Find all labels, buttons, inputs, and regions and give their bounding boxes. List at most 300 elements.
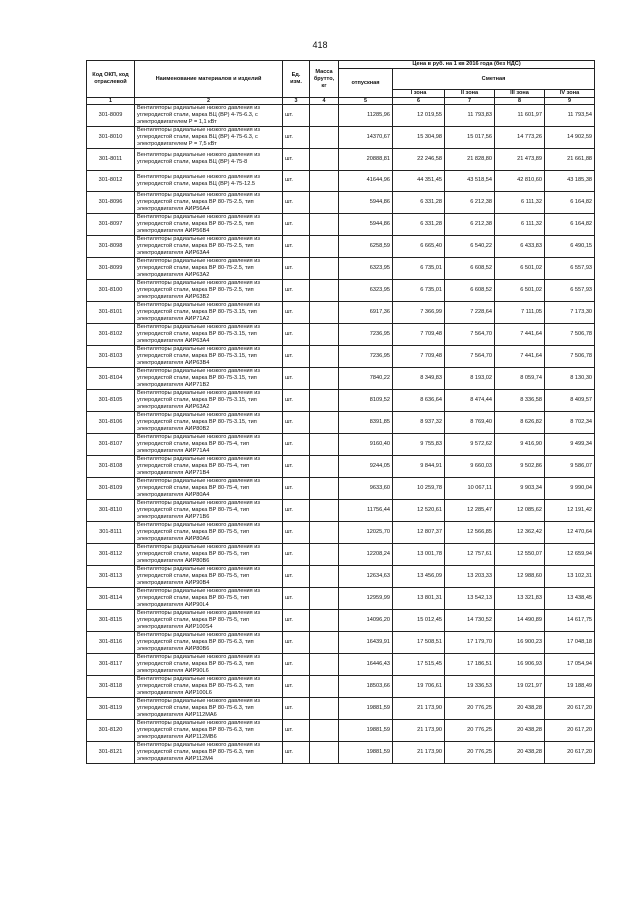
row-wholesale-price: 16446,43 [339,654,393,676]
row-zone-1-price: 12 807,37 [393,522,445,544]
row-code: 301-8107 [87,434,135,456]
row-zone-4-price: 13 102,31 [545,566,595,588]
row-code: 301-8012 [87,170,135,192]
row-zone-1-price: 8 937,32 [393,412,445,434]
row-name: Вентиляторы радиальные низкого давления из углеродистой стали, марка ВР 80-75-6.3, тип электродвигателя АИР112МА6 [135,698,283,720]
row-zone-2-price: 13 542,13 [445,588,495,610]
row-zone-3-price: 16 906,93 [495,654,545,676]
row-zone-3-price: 8 336,58 [495,390,545,412]
row-zone-4-price: 8 130,30 [545,368,595,390]
column-number: 4 [310,98,339,105]
row-unit: шт. [283,500,310,522]
row-mass [310,610,339,632]
row-wholesale-price: 20888,81 [339,149,393,171]
row-zone-3-price: 9 903,34 [495,478,545,500]
row-mass [310,346,339,368]
row-name: Вентиляторы радиальные низкого давления из углеродистой стали, марка ВР 80-75-2.5, тип электродвигателя АИР63А4 [135,236,283,258]
row-zone-4-price: 13 438,45 [545,588,595,610]
row-zone-3-price: 20 438,28 [495,720,545,742]
row-wholesale-price: 9244,05 [339,456,393,478]
row-unit: шт. [283,346,310,368]
column-number: 8 [495,98,545,105]
row-zone-1-price: 17 508,51 [393,632,445,654]
row-zone-1-price: 8 636,64 [393,390,445,412]
row-zone-3-price: 6 501,02 [495,280,545,302]
row-zone-4-price: 20 617,20 [545,742,595,764]
row-mass [310,632,339,654]
row-mass [310,676,339,698]
row-code: 301-8100 [87,280,135,302]
table-row [87,676,595,698]
row-zone-2-price: 11 793,83 [445,105,495,127]
table-row [87,192,595,214]
row-mass [310,390,339,412]
row-unit: шт. [283,192,310,214]
row-zone-3-price: 14 490,89 [495,610,545,632]
header-estimate: Сметная [393,69,595,90]
row-mass [310,170,339,192]
header-zone-1: I зона [393,90,445,98]
row-zone-2-price: 17 186,51 [445,654,495,676]
row-unit: шт. [283,105,310,127]
table-row [87,456,595,478]
row-zone-4-price: 17 048,18 [545,632,595,654]
column-number: 3 [283,98,310,105]
header-zone-3: III зона [495,90,545,98]
row-zone-1-price: 21 173,90 [393,698,445,720]
table-row [87,390,595,412]
row-code: 301-8118 [87,676,135,698]
column-number: 7 [445,98,495,105]
row-zone-2-price: 7 228,64 [445,302,495,324]
header-zone-4: IV зона [545,90,595,98]
row-zone-2-price: 21 828,80 [445,149,495,171]
table-row [87,149,595,171]
row-zone-4-price: 9 499,34 [545,434,595,456]
row-mass [310,105,339,127]
row-mass [310,214,339,236]
row-zone-3-price: 20 438,28 [495,742,545,764]
table-row [87,500,595,522]
row-unit: шт. [283,676,310,698]
header-name: Наименование материалов и изделий [135,61,283,98]
row-wholesale-price: 19881,59 [339,742,393,764]
row-zone-4-price: 6 557,93 [545,280,595,302]
row-zone-3-price: 9 416,90 [495,434,545,456]
row-zone-4-price: 8 409,57 [545,390,595,412]
row-name: Вентиляторы радиальные низкого давления из углеродистой стали, марка ВР 80-75-2.5, тип электродвигателя АИР63А2 [135,258,283,280]
column-number-row [87,98,595,105]
table-row [87,522,595,544]
row-zone-2-price: 14 730,52 [445,610,495,632]
row-unit: шт. [283,324,310,346]
row-wholesale-price: 11756,44 [339,500,393,522]
row-zone-1-price: 6 735,01 [393,258,445,280]
row-mass [310,478,339,500]
row-wholesale-price: 41644,96 [339,170,393,192]
row-unit: шт. [283,720,310,742]
row-wholesale-price: 16439,91 [339,632,393,654]
row-zone-3-price: 14 773,26 [495,127,545,149]
row-wholesale-price: 12208,24 [339,544,393,566]
page-number: 418 [312,40,328,50]
row-name: Вентиляторы радиальные низкого давления из углеродистой стали, марка ВР 80-75-3.15, тип электродвигателя АИР71А2 [135,302,283,324]
table-row [87,434,595,456]
row-zone-1-price: 6 735,01 [393,280,445,302]
row-wholesale-price: 11285,96 [339,105,393,127]
row-code: 301-8102 [87,324,135,346]
row-name: Вентиляторы радиальные низкого давления из углеродистой стали, марка ВР 80-75-3.15, тип электродвигателя АИР63А2 [135,390,283,412]
row-mass [310,456,339,478]
row-wholesale-price: 14370,67 [339,127,393,149]
row-code: 301-8109 [87,478,135,500]
row-name: Вентиляторы радиальные низкого давления из углеродистой стали, марка ВЦ (ВР) 4-75-6.3, с электродвигателем Р = 7,5 кВт [135,127,283,149]
row-mass [310,544,339,566]
table-body [87,105,595,764]
row-mass [310,434,339,456]
price-table [86,60,595,764]
table-row [87,346,595,368]
row-name: Вентиляторы радиальные низкого давления из углеродистой стали, марка ВР 80-75-2.5, тип электродвигателя АИР63В2 [135,280,283,302]
row-name: Вентиляторы радиальные низкого давления из углеродистой стали, марка ВЦ (ВР) 4-75-12.5 [135,170,283,192]
row-zone-2-price: 20 776,25 [445,742,495,764]
row-zone-2-price: 6 608,52 [445,280,495,302]
row-code: 301-8096 [87,192,135,214]
row-mass [310,500,339,522]
row-name: Вентиляторы радиальные низкого давления из углеродистой стали, марка ВР 80-75-5, тип электродвигателя АИР80В6 [135,544,283,566]
table-row [87,654,595,676]
row-zone-1-price: 13 001,78 [393,544,445,566]
row-mass [310,324,339,346]
row-code: 301-8097 [87,214,135,236]
row-zone-1-price: 7 709,48 [393,346,445,368]
row-zone-2-price: 20 776,25 [445,720,495,742]
row-code: 301-8010 [87,127,135,149]
row-mass [310,720,339,742]
row-name: Вентиляторы радиальные низкого давления из углеродистой стали, марка ВР 80-75-4, тип электродвигателя АИР71А4 [135,434,283,456]
row-zone-2-price: 10 067,11 [445,478,495,500]
row-code: 301-8103 [87,346,135,368]
row-zone-4-price: 12 659,94 [545,544,595,566]
row-mass [310,522,339,544]
table-row [87,632,595,654]
row-code: 301-8098 [87,236,135,258]
row-wholesale-price: 5944,86 [339,214,393,236]
row-wholesale-price: 19881,59 [339,698,393,720]
row-zone-4-price: 9 586,07 [545,456,595,478]
row-unit: шт. [283,522,310,544]
row-unit: шт. [283,544,310,566]
row-zone-2-price: 6 540,22 [445,236,495,258]
row-code: 301-8112 [87,544,135,566]
row-unit: шт. [283,214,310,236]
row-name: Вентиляторы радиальные низкого давления из углеродистой стали, марка ВР 80-75-6.3, тип электродвигателя АИР112М4 [135,742,283,764]
row-zone-1-price: 6 331,28 [393,214,445,236]
row-unit: шт. [283,632,310,654]
row-wholesale-price: 6258,59 [339,236,393,258]
row-code: 301-8114 [87,588,135,610]
row-zone-2-price: 19 336,53 [445,676,495,698]
row-code: 301-8105 [87,390,135,412]
row-zone-4-price: 12 470,64 [545,522,595,544]
row-zone-2-price: 7 564,70 [445,346,495,368]
row-zone-1-price: 7 709,48 [393,324,445,346]
row-zone-2-price: 7 564,70 [445,324,495,346]
row-code: 301-8119 [87,698,135,720]
row-zone-2-price: 12 757,61 [445,544,495,566]
row-unit: шт. [283,280,310,302]
row-zone-2-price: 6 608,52 [445,258,495,280]
row-zone-1-price: 9 755,83 [393,434,445,456]
table-row [87,170,595,192]
column-number: 5 [339,98,393,105]
row-zone-4-price: 14 617,75 [545,610,595,632]
row-code: 301-8106 [87,412,135,434]
row-zone-1-price: 7 366,99 [393,302,445,324]
row-wholesale-price: 12959,99 [339,588,393,610]
row-zone-3-price: 7 111,05 [495,302,545,324]
table-row [87,566,595,588]
table-row [87,412,595,434]
row-zone-3-price: 6 501,02 [495,258,545,280]
header-mass: Масса брутто, кг [310,61,339,98]
row-code: 301-8104 [87,368,135,390]
row-wholesale-price: 5944,86 [339,192,393,214]
table-row [87,478,595,500]
row-unit: шт. [283,368,310,390]
row-zone-4-price: 9 990,04 [545,478,595,500]
row-zone-1-price: 21 173,90 [393,742,445,764]
row-zone-4-price: 7 506,78 [545,346,595,368]
row-zone-1-price: 21 173,90 [393,720,445,742]
row-code: 301-8101 [87,302,135,324]
row-name: Вентиляторы радиальные низкого давления из углеродистой стали, марка ВР 80-75-6.3, тип электродвигателя АИР112МВ6 [135,720,283,742]
row-wholesale-price: 6917,36 [339,302,393,324]
row-zone-1-price: 6 665,40 [393,236,445,258]
row-zone-3-price: 6 111,32 [495,214,545,236]
row-code: 301-8113 [87,566,135,588]
row-zone-2-price: 6 212,38 [445,214,495,236]
row-zone-4-price: 17 054,94 [545,654,595,676]
header-code: Код ОКП, код отраслевой [87,61,135,98]
row-unit: шт. [283,610,310,632]
row-unit: шт. [283,302,310,324]
row-name: Вентиляторы радиальные низкого давления из углеродистой стали, марка ВЦ (ВР) 4-75-8 [135,149,283,171]
row-zone-4-price: 20 617,20 [545,720,595,742]
row-code: 301-8108 [87,456,135,478]
row-mass [310,236,339,258]
row-zone-4-price: 43 185,38 [545,170,595,192]
header-wholesale: отпускная [339,69,393,98]
row-zone-4-price: 7 173,30 [545,302,595,324]
row-zone-4-price: 8 702,34 [545,412,595,434]
row-name: Вентиляторы радиальные низкого давления из углеродистой стали, марка ВР 80-75-5, тип электродвигателя АИР90В4 [135,566,283,588]
row-name: Вентиляторы радиальные низкого давления из углеродистой стали, марка ВР 80-75-4, тип электродвигателя АИР80А4 [135,478,283,500]
row-zone-3-price: 9 502,86 [495,456,545,478]
row-unit: шт. [283,390,310,412]
row-zone-2-price: 8 474,44 [445,390,495,412]
row-zone-1-price: 12 520,61 [393,500,445,522]
row-unit: шт. [283,412,310,434]
row-zone-2-price: 6 212,38 [445,192,495,214]
row-wholesale-price: 8109,52 [339,390,393,412]
row-zone-2-price: 9 572,62 [445,434,495,456]
row-zone-3-price: 12 988,60 [495,566,545,588]
row-zone-1-price: 13 801,31 [393,588,445,610]
row-zone-2-price: 8 193,02 [445,368,495,390]
row-mass [310,588,339,610]
row-name: Вентиляторы радиальные низкого давления из углеродистой стали, марка ВР 80-75-3.15, тип электродвигателя АИР80В2 [135,412,283,434]
row-zone-1-price: 15 012,45 [393,610,445,632]
row-zone-1-price: 9 844,91 [393,456,445,478]
row-wholesale-price: 7236,95 [339,346,393,368]
row-zone-2-price: 12 285,47 [445,500,495,522]
row-unit: шт. [283,566,310,588]
row-mass [310,566,339,588]
row-zone-4-price: 19 188,49 [545,676,595,698]
row-zone-1-price: 6 331,28 [393,192,445,214]
row-zone-2-price: 9 660,03 [445,456,495,478]
row-wholesale-price: 9160,40 [339,434,393,456]
row-zone-3-price: 11 601,97 [495,105,545,127]
row-zone-2-price: 8 769,40 [445,412,495,434]
row-zone-4-price: 21 661,88 [545,149,595,171]
row-zone-4-price: 6 490,15 [545,236,595,258]
table-row [87,324,595,346]
row-zone-3-price: 13 321,83 [495,588,545,610]
row-zone-1-price: 19 706,61 [393,676,445,698]
table-row [87,698,595,720]
table-row [87,720,595,742]
row-zone-2-price: 15 017,56 [445,127,495,149]
row-name: Вентиляторы радиальные низкого давления из углеродистой стали, марка ВР 80-75-5, тип электродвигателя АИР80А6 [135,522,283,544]
row-name: Вентиляторы радиальные низкого давления из углеродистой стали, марка ВР 80-75-2.5, тип электродвигателя АИР56А4 [135,192,283,214]
row-code: 301-8117 [87,654,135,676]
row-zone-3-price: 19 021,97 [495,676,545,698]
table-row [87,258,595,280]
row-unit: шт. [283,698,310,720]
row-code: 301-8121 [87,742,135,764]
row-wholesale-price: 9633,60 [339,478,393,500]
row-zone-2-price: 20 776,25 [445,698,495,720]
row-zone-3-price: 21 473,89 [495,149,545,171]
row-zone-1-price: 13 456,09 [393,566,445,588]
row-zone-4-price: 20 617,20 [545,698,595,720]
row-unit: шт. [283,170,310,192]
row-mass [310,368,339,390]
row-name: Вентиляторы радиальные низкого давления из углеродистой стали, марка ВР 80-75-3.15, тип электродвигателя АИР63В4 [135,346,283,368]
row-wholesale-price: 12634,63 [339,566,393,588]
row-zone-4-price: 7 506,78 [545,324,595,346]
row-code: 301-8009 [87,105,135,127]
row-mass [310,654,339,676]
row-wholesale-price: 7840,22 [339,368,393,390]
column-number: 2 [135,98,283,105]
row-name: Вентиляторы радиальные низкого давления из углеродистой стали, марка ВЦ (ВР) 4-75-6.3, с электродвигателем Р = 1,1 кВт [135,105,283,127]
row-unit: шт. [283,236,310,258]
row-code: 301-8011 [87,149,135,171]
row-zone-3-price: 12 362,42 [495,522,545,544]
row-zone-3-price: 16 900,23 [495,632,545,654]
row-wholesale-price: 6323,95 [339,280,393,302]
row-mass [310,258,339,280]
row-mass [310,127,339,149]
table-row [87,280,595,302]
table-row [87,588,595,610]
row-zone-1-price: 12 019,55 [393,105,445,127]
header-zone-2: II зона [445,90,495,98]
row-mass [310,192,339,214]
row-zone-4-price: 11 793,54 [545,105,595,127]
row-zone-1-price: 17 515,45 [393,654,445,676]
row-wholesale-price: 12025,70 [339,522,393,544]
row-wholesale-price: 8391,85 [339,412,393,434]
table-row [87,127,595,149]
column-number: 6 [393,98,445,105]
row-wholesale-price: 7236,95 [339,324,393,346]
row-name: Вентиляторы радиальные низкого давления из углеродистой стали, марка ВР 80-75-4, тип электродвигателя АИР71В4 [135,456,283,478]
row-code: 301-8116 [87,632,135,654]
header-price-group: Цена в руб. на 1 кв 2016 года (без НДС) [339,61,595,69]
row-mass [310,412,339,434]
table-row [87,610,595,632]
row-zone-3-price: 8 626,82 [495,412,545,434]
row-code: 301-8099 [87,258,135,280]
table-row [87,236,595,258]
row-zone-3-price: 12 550,07 [495,544,545,566]
row-zone-2-price: 13 203,33 [445,566,495,588]
row-mass [310,302,339,324]
row-name: Вентиляторы радиальные низкого давления из углеродистой стали, марка ВР 80-75-6.3, тип электродвигателя АИР80В6 [135,632,283,654]
table-row [87,742,595,764]
row-name: Вентиляторы радиальные низкого давления из углеродистой стали, марка ВР 80-75-6.3, тип электродвигателя АИР90L6 [135,654,283,676]
row-unit: шт. [283,127,310,149]
row-zone-3-price: 20 438,28 [495,698,545,720]
column-number: 9 [545,98,595,105]
column-number: 1 [87,98,135,105]
row-zone-1-price: 8 349,83 [393,368,445,390]
row-code: 301-8115 [87,610,135,632]
row-zone-4-price: 14 902,59 [545,127,595,149]
row-name: Вентиляторы радиальные низкого давления из углеродистой стали, марка ВР 80-75-3.15, тип электродвигателя АИР71В2 [135,368,283,390]
row-zone-4-price: 6 164,82 [545,214,595,236]
table-row [87,302,595,324]
row-code: 301-8120 [87,720,135,742]
row-code: 301-8111 [87,522,135,544]
row-mass [310,698,339,720]
table-row [87,214,595,236]
row-unit: шт. [283,478,310,500]
row-zone-3-price: 7 441,64 [495,346,545,368]
row-unit: шт. [283,258,310,280]
row-zone-3-price: 6 433,83 [495,236,545,258]
row-mass [310,280,339,302]
row-zone-2-price: 43 518,54 [445,170,495,192]
row-name: Вентиляторы радиальные низкого давления из углеродистой стали, марка ВР 80-75-2.5, тип электродвигателя АИР56В4 [135,214,283,236]
row-name: Вентиляторы радиальные низкого давления из углеродистой стали, марка ВР 80-75-5, тип электродвигателя АИР90L4 [135,588,283,610]
table-row [87,544,595,566]
row-zone-3-price: 42 810,60 [495,170,545,192]
table-row [87,368,595,390]
row-zone-1-price: 22 246,58 [393,149,445,171]
row-wholesale-price: 18503,66 [339,676,393,698]
row-zone-2-price: 17 179,70 [445,632,495,654]
row-zone-3-price: 8 059,74 [495,368,545,390]
row-mass [310,149,339,171]
row-zone-4-price: 12 191,42 [545,500,595,522]
row-unit: шт. [283,149,310,171]
row-wholesale-price: 19881,59 [339,720,393,742]
